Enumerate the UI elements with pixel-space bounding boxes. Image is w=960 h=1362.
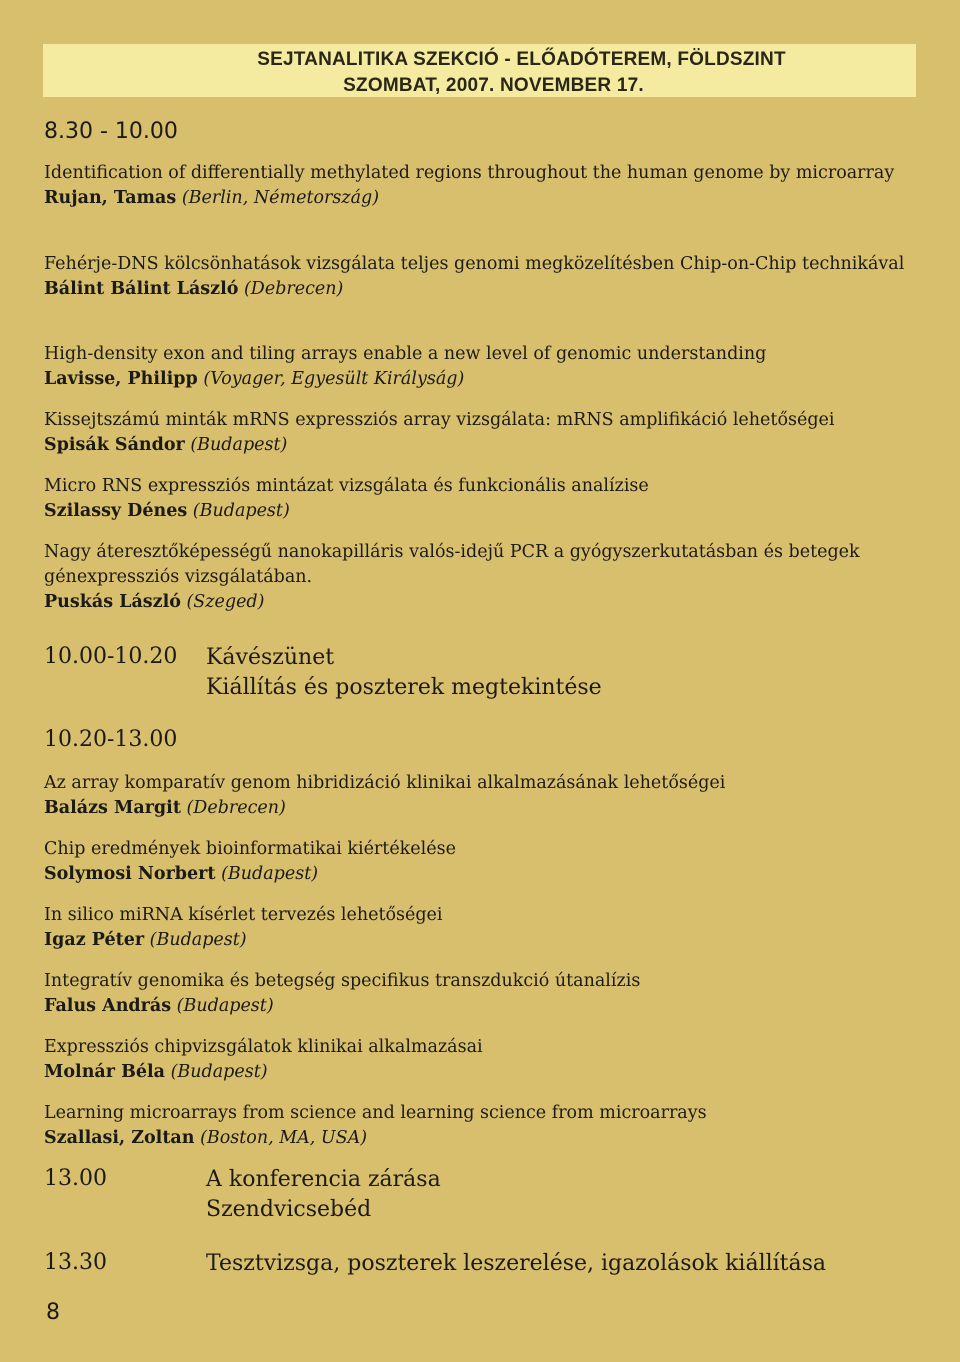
talk-title: In silico miRNA kísérlet tervezés lehetőségei [44,905,443,925]
speaker-name: Igaz Péter [44,930,145,950]
closing-time: 13.00 [44,1166,107,1191]
speaker-name: Balázs Margit [44,798,181,818]
talk-speaker [44,994,924,1019]
talk-speaker [44,277,924,302]
speaker-name: Solymosi Norbert [44,864,216,884]
talk-title: Micro RNS expressziós mintázat vizsgálata és funkcionális analízise [44,476,649,496]
exam-label: Tesztvizsga, poszterek leszerelése, igazolások kiállítása [206,1251,827,1276]
exhibition-label: Kiállítás és poszterek megtekintése [206,675,602,700]
talk-item [44,474,924,524]
time-slot-2: 10.20-13.00 [44,727,178,752]
speaker-location: (Debrecen) [186,798,286,818]
closing-label: A konferencia zárása [206,1167,441,1192]
talk-item [44,408,924,458]
talk-speaker [44,796,924,821]
page-number: 8 [46,1300,60,1325]
talk-title: Nagy áteresztőképességű nanokapilláris valós-idejű PCR a gyógyszerkutatásban és betegek génexpressziós vizsgálatában. [44,542,860,587]
time-slot-1: 8.30 - 10.00 [44,119,178,144]
talk-item [44,1101,924,1151]
speaker-name: Bálint Bálint László [44,279,239,299]
speaker-location: (Szeged) [186,592,265,612]
break-label: Kávészünet [206,645,335,670]
talk-item [44,837,924,887]
speaker-name: Falus András [44,996,172,1016]
speaker-location: (Budapest) [190,435,288,455]
talk-title: High-density exon and tiling arrays enable a new level of genomic understanding [44,344,767,364]
talk-title: Chip eredmények bioinformatikai kiértékelése [44,839,456,859]
talk-speaker [44,367,924,392]
talk-speaker [44,590,924,615]
speaker-location: (Budapest) [221,864,319,884]
talk-item [44,1035,924,1085]
speaker-location: (Boston, MA, USA) [200,1128,368,1148]
lunch-label: Szendvicsebéd [206,1197,372,1222]
exam-time: 13.30 [44,1250,107,1275]
talk-item [44,903,924,953]
speaker-location: (Budapest) [149,930,247,950]
talk-title: Kissejtszámú minták mRNS expressziós array vizsgálata: mRNS amplifikáció lehetőségei [44,410,835,430]
talk-title: Integratív genomika és betegség specifikus transzdukció útanalízis [44,971,641,991]
speaker-location: (Budapest) [176,996,274,1016]
speaker-location: (Berlin, Németország) [181,188,380,208]
talk-title: Fehérje-DNS kölcsönhatások vizsgálata teljes genomi megközelítésben Chip-on-Chip technikával [44,254,905,274]
talk-speaker [44,186,924,211]
talk-title: Expressziós chipvizsgálatok klinikai alkalmazásai [44,1037,483,1057]
talk-speaker [44,433,924,458]
section-title: SEJTANALITIKA SZEKCIÓ - ELŐADÓTEREM, FÖLDSZINT [257,49,786,70]
speaker-name: Szallasi, Zoltan [44,1128,195,1148]
talk-item [44,342,924,392]
talk-speaker [44,1060,924,1085]
speaker-name: Molnár Béla [44,1062,165,1082]
talk-item [44,969,924,1019]
speaker-name: Puskás László [44,592,181,612]
talk-title: Az array komparatív genom hibridizáció klinikai alkalmazásának lehetőségei [44,773,726,793]
section-date: SZOMBAT, 2007. NOVEMBER 17. [343,75,644,96]
talk-speaker [44,499,924,524]
speaker-location: (Debrecen) [243,279,344,299]
talk-item [44,771,924,821]
talk-speaker [44,928,924,953]
talk-speaker [44,1126,924,1151]
talk-speaker [44,862,924,887]
speaker-location: (Budapest) [170,1062,268,1082]
talk-title: Learning microarrays from science and learning science from microarrays [44,1103,707,1123]
speaker-name: Szilassy Dénes [44,501,188,521]
speaker-name: Lavisse, Philipp [44,369,198,389]
talk-item [44,161,924,211]
talk-item [44,540,924,615]
section-header [43,44,916,97]
speaker-location: (Voyager, Egyesült Királyság) [203,369,465,389]
break-time: 10.00-10.20 [44,644,178,669]
speaker-name: Rujan, Tamas [44,188,177,208]
speaker-location: (Budapest) [192,501,290,521]
speaker-name: Spisák Sándor [44,435,185,455]
talk-title: Identification of differentially methylated regions throughout the human genome by microarray [44,163,895,183]
talk-item [44,252,924,302]
